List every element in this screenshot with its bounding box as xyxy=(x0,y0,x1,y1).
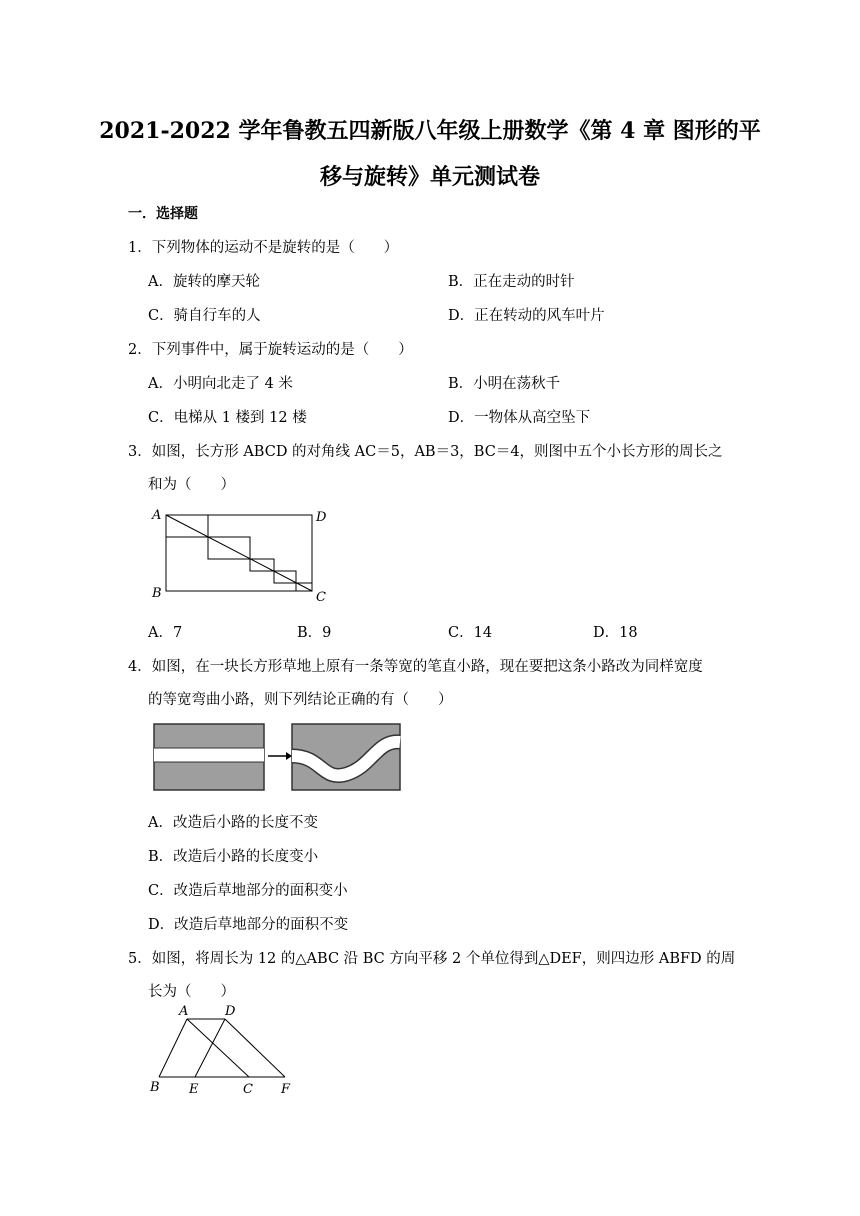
label-b: B xyxy=(152,586,162,601)
label-d: D xyxy=(316,510,327,525)
q3-option-a: A．7 xyxy=(148,625,183,641)
q5-triangle-figure xyxy=(145,1003,305,1101)
question-4-stem-line-2: 的等宽弯曲小路，则下列结论正确的有（ ） xyxy=(148,692,453,708)
q2-option-d: D．一物体从高空坠下 xyxy=(448,410,591,426)
question-5-stem-line-2: 长为（ ） xyxy=(148,984,235,1000)
q2-option-a: A．小明向北走了 4 米 xyxy=(148,376,293,392)
q2-option-c: C．电梯从 1 楼到 12 楼 xyxy=(148,410,307,426)
q3-rectangle-figure xyxy=(148,503,338,605)
title-line-1: 2021-2022 学年鲁教五四新版八年级上册数学《第 4 章 图形的平 xyxy=(99,118,761,144)
segment-df xyxy=(225,1019,285,1077)
question-3-stem-line-2: 和为（ ） xyxy=(148,477,235,493)
label-d: D xyxy=(225,1004,236,1019)
question-4-stem-line-1: 4．如图，在一块长方形草地上原有一条等宽的笔直小路，现在要把这条小路改为同样宽度 xyxy=(128,659,703,675)
question-5-stem-line-1: 5．如图，将周长为 12 的△ABC 沿 BC 方向平移 2 个单位得到△DEF，则四边形 ABFD 的周 xyxy=(128,951,736,967)
label-a: A xyxy=(152,508,162,523)
question-3-stem-line-1: 3．如图，长方形 ABCD 的对角线 AC＝5，AB＝3，BC＝4，则图中五个小长方形的周长之 xyxy=(128,444,723,460)
q3-option-c: C．14 xyxy=(448,625,493,641)
q4-option-a: A．改造后小路的长度不变 xyxy=(148,815,318,831)
segment-ab xyxy=(159,1019,187,1077)
q4-option-b: B．改造后小路的长度变小 xyxy=(148,849,319,865)
q3-option-b: B．9 xyxy=(297,625,332,641)
diagonal-ac xyxy=(166,515,312,591)
q3-option-d: D．18 xyxy=(593,625,638,641)
q1-option-a: A．旋转的摩天轮 xyxy=(148,274,260,290)
label-b: B xyxy=(150,1080,160,1095)
q4-option-c: C．改造后草地部分的面积变小 xyxy=(148,883,348,899)
label-e: E xyxy=(189,1082,199,1097)
q2-option-b: B．小明在荡秋千 xyxy=(448,376,561,392)
q1-option-c: C．骑自行车的人 xyxy=(148,308,261,324)
q1-option-b: B．正在走动的时针 xyxy=(448,274,575,290)
label-c: C xyxy=(316,590,326,605)
segment-ac xyxy=(187,1019,249,1077)
title-line-2: 移与旋转》单元测试卷 xyxy=(319,164,540,190)
label-a: A xyxy=(179,1004,189,1019)
q4-option-d: D．改造后草地部分的面积不变 xyxy=(148,917,349,933)
segment-de xyxy=(195,1019,225,1077)
question-2-stem: 2．下列事件中，属于旋转运动的是（ ） xyxy=(128,342,413,358)
question-1-stem: 1．下列物体的运动不是旋转的是（ ） xyxy=(128,240,399,256)
label-c: C xyxy=(243,1082,253,1097)
section-heading: 一．选择题 xyxy=(128,206,198,222)
q1-option-d: D．正在转动的风车叶片 xyxy=(448,308,605,324)
label-f: F xyxy=(281,1082,291,1097)
q4-path-figure xyxy=(152,722,404,794)
